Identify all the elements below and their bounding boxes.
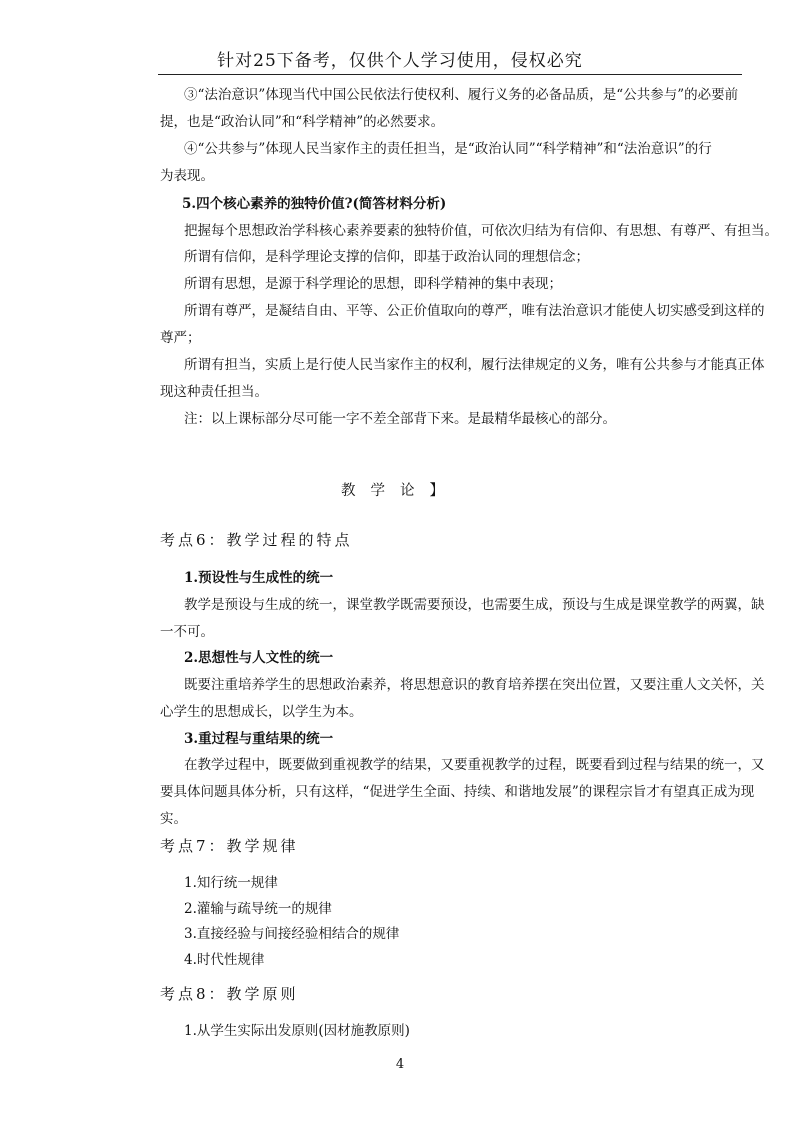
kaodian-6-heading: 考点6：教学过程的特点 <box>160 531 353 549</box>
paragraph-4-line-2: 为表现。 <box>160 168 214 184</box>
kaodian-7-item: 2.灌输与疏导统一的规律 <box>184 901 332 917</box>
q5-line-3: 所谓有思想，是源于科学理论的思想，即科学精神的集中表现； <box>184 276 562 292</box>
paragraph-4-line-1: ④“公共参与”体现人民当家作主的责任担当，是“政治认同”“科学精神”和“法治意识”的行 <box>184 141 712 157</box>
kaodian-6-sub-1-line-2: 一不可。 <box>160 624 214 640</box>
page-number: 4 <box>395 1057 405 1072</box>
kaodian-6-sub-3-line-3: 实。 <box>160 811 187 827</box>
kaodian-6-sub-2-line-1: 既要注重培养学生的思想政治素养，将思想意识的教育培养摆在突出位置，又要注重人文关怀，关 <box>184 677 765 693</box>
kaodian-6-sub-3-title: 3.重过程与重结果的统一 <box>184 731 334 747</box>
kaodian-6-sub-1-line-1: 教学是预设与生成的统一，课堂教学既需要预设，也需要生成，预设与生成是课堂教学的两翼，缺 <box>184 597 765 613</box>
q5-line-6: 所谓有担当，实质上是行使人民当家作主的权利，履行法律规定的义务，唯有公共参与才能真正体 <box>184 357 765 373</box>
q5-line-2: 所谓有信仰，是科学理论支撑的信仰，即基于政治认同的理想信念； <box>184 249 589 265</box>
kaodian-6-sub-3-line-1: 在教学过程中，既要做到重视教学的结果，又要重视教学的过程，既要看到过程与结果的统一，又 <box>184 757 765 773</box>
kaodian-6-sub-1-title: 1.预设性与生成性的统一 <box>184 570 334 586</box>
kaodian-6-sub-2-line-2: 心学生的思想成长，以学生为本。 <box>160 704 363 720</box>
header-rule <box>158 74 742 75</box>
kaodian-6-sub-2-title: 2.思想性与人文性的统一 <box>184 650 334 666</box>
kaodian-7-item: 3.直接经验与间接经验相结合的规律 <box>184 926 400 942</box>
q5-line-5: 尊严； <box>160 330 201 346</box>
q5-line-7: 现这种责任担当。 <box>160 384 268 400</box>
kaodian-6-sub-3-line-2: 要具体问题具体分析，只有这样，“促进学生全面、持续、和谐地发展”的课程宗旨才有望真正成为现 <box>160 784 755 800</box>
kaodian-8-item: 1.从学生实际出发原则(因材施教原则) <box>184 1023 410 1039</box>
q5-line-4: 所谓有尊严，是凝结自由、平等、公正价值取向的尊严，唯有法治意识才能使人切实感受到这样的 <box>184 303 765 319</box>
page-header: 针对25下备考，仅供个人学习使用，侵权必究 <box>217 51 583 71</box>
kaodian-7-item: 1.知行统一规律 <box>184 875 278 891</box>
section-title: 教学论】 <box>341 483 459 499</box>
q5-heading: 5.四个核心素养的独特价值?(简答材料分析) <box>182 196 447 212</box>
kaodian-7-item: 4.时代性规律 <box>184 952 265 968</box>
kaodian-8-heading: 考点8：教学原则 <box>160 985 299 1003</box>
q5-note: 注：以上课标部分尽可能一字不差全部背下来。是最精华最核心的部分。 <box>184 411 616 427</box>
kaodian-7-heading: 考点7：教学规律 <box>160 837 299 855</box>
paragraph-3-line-2: 提，也是“政治认同”和“科学精神”的必然要求。 <box>160 114 445 130</box>
q5-line-1: 把握每个思想政治学科核心素养要素的独特价值，可依次归结为有信仰、有思想、有尊严、有担当。 <box>184 223 778 239</box>
paragraph-3-line-1: ③“法治意识”体现当代中国公民依法行使权利、履行义务的必备品质，是“公共参与”的必要前 <box>184 87 739 103</box>
